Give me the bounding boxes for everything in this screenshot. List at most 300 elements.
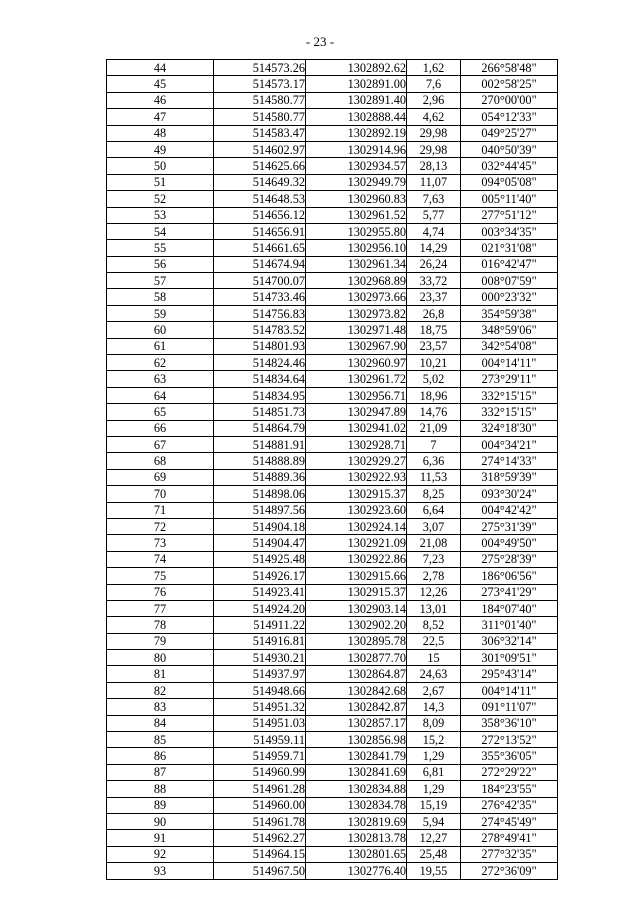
distance-cell: 24,63 [407,666,461,682]
point-number-cell: 58 [107,289,214,305]
point-number-cell: 60 [107,322,214,338]
point-number-cell: 53 [107,207,214,223]
x-coordinate-cell: 514889.36 [214,469,306,485]
table-row [107,715,558,731]
y-coordinate-cell: 1302960.97 [306,355,407,371]
y-coordinate-cell: 1302973.82 [306,305,407,321]
point-number-cell: 49 [107,141,214,157]
bearing-cell: 272°13'52" [461,732,558,748]
distance-cell: 1,29 [407,748,461,764]
distance-cell: 15,2 [407,732,461,748]
y-coordinate-cell: 1302968.89 [306,273,407,289]
x-coordinate-cell: 514881.91 [214,436,306,452]
distance-cell: 4,74 [407,223,461,239]
x-coordinate-cell: 514864.79 [214,420,306,436]
point-number-cell: 81 [107,666,214,682]
x-coordinate-cell: 514926.17 [214,568,306,584]
table-row [107,92,558,108]
table-row [107,420,558,436]
point-number-cell: 84 [107,715,214,731]
bearing-cell: 275°31'39" [461,518,558,534]
point-number-cell: 90 [107,813,214,829]
table-row [107,469,558,485]
y-coordinate-cell: 1302834.88 [306,781,407,797]
x-coordinate-cell: 514733.46 [214,289,306,305]
point-number-cell: 77 [107,600,214,616]
distance-cell: 5,77 [407,207,461,223]
y-coordinate-cell: 1302891.00 [306,76,407,92]
table-row [107,682,558,698]
distance-cell: 1,29 [407,781,461,797]
table-row [107,863,558,879]
x-coordinate-cell: 514923.41 [214,584,306,600]
point-number-cell: 48 [107,125,214,141]
y-coordinate-cell: 1302841.69 [306,764,407,780]
bearing-cell: 274°14'33" [461,453,558,469]
table-row [107,797,558,813]
bearing-cell: 301°09'51" [461,650,558,666]
bearing-cell: 311°01'40" [461,617,558,633]
distance-cell: 4,62 [407,109,461,125]
point-number-cell: 59 [107,305,214,321]
x-coordinate-cell: 514756.83 [214,305,306,321]
y-coordinate-cell: 1302914.96 [306,141,407,157]
bearing-cell: 184°23'55" [461,781,558,797]
point-number-cell: 73 [107,535,214,551]
bearing-cell: 002°58'25" [461,76,558,92]
table-row [107,355,558,371]
point-number-cell: 85 [107,732,214,748]
x-coordinate-cell: 514960.99 [214,764,306,780]
table-row [107,158,558,174]
table-row [107,404,558,420]
x-coordinate-cell: 514961.78 [214,813,306,829]
point-number-cell: 74 [107,551,214,567]
distance-cell: 15,19 [407,797,461,813]
y-coordinate-cell: 1302956.71 [306,387,407,403]
bearing-cell: 295°43'14" [461,666,558,682]
point-number-cell: 87 [107,764,214,780]
bearing-cell: 004°34'21" [461,436,558,452]
point-number-cell: 82 [107,682,214,698]
distance-cell: 13,01 [407,600,461,616]
table-row [107,60,558,76]
y-coordinate-cell: 1302961.52 [306,207,407,223]
table-row [107,436,558,452]
bearing-cell: 054°12'33" [461,109,558,125]
y-coordinate-cell: 1302949.79 [306,174,407,190]
point-number-cell: 46 [107,92,214,108]
table-row [107,732,558,748]
x-coordinate-cell: 514924.20 [214,600,306,616]
bearing-cell: 318°59'39" [461,469,558,485]
x-coordinate-cell: 514916.81 [214,633,306,649]
table-row [107,666,558,682]
x-coordinate-cell: 514834.95 [214,387,306,403]
point-number-cell: 56 [107,256,214,272]
table-row [107,305,558,321]
table-row [107,76,558,92]
y-coordinate-cell: 1302967.90 [306,338,407,354]
x-coordinate-cell: 514951.32 [214,699,306,715]
point-number-cell: 78 [107,617,214,633]
y-coordinate-cell: 1302902.20 [306,617,407,633]
bearing-cell: 021°31'08" [461,240,558,256]
table-row [107,502,558,518]
y-coordinate-cell: 1302922.93 [306,469,407,485]
distance-cell: 12,26 [407,584,461,600]
distance-cell: 6,81 [407,764,461,780]
point-number-cell: 52 [107,191,214,207]
table-row [107,223,558,239]
distance-cell: 2,67 [407,682,461,698]
x-coordinate-cell: 514961.28 [214,781,306,797]
y-coordinate-cell: 1302922.86 [306,551,407,567]
distance-cell: 28,13 [407,158,461,174]
bearing-cell: 266°58'48" [461,60,558,76]
bearing-cell: 332°15'15" [461,387,558,403]
table-row [107,109,558,125]
bearing-cell: 004°42'42" [461,502,558,518]
bearing-cell: 004°14'11" [461,355,558,371]
table-row [107,633,558,649]
page-number: - 23 - [305,34,335,49]
y-coordinate-cell: 1302960.83 [306,191,407,207]
point-number-cell: 83 [107,699,214,715]
table-row [107,617,558,633]
distance-cell: 5,94 [407,813,461,829]
distance-cell: 2,96 [407,92,461,108]
bearing-cell: 093°30'24" [461,486,558,502]
bearing-cell: 324°18'30" [461,420,558,436]
distance-cell: 21,08 [407,535,461,551]
point-number-cell: 63 [107,371,214,387]
x-coordinate-cell: 514959.11 [214,732,306,748]
table-row [107,486,558,502]
point-number-cell: 71 [107,502,214,518]
table-row [107,141,558,157]
x-coordinate-cell: 514602.97 [214,141,306,157]
distance-cell: 14,76 [407,404,461,420]
bearing-cell: 094°05'08" [461,174,558,190]
table-row [107,600,558,616]
table-row [107,568,558,584]
table-row [107,781,558,797]
table-row [107,387,558,403]
table-row [107,240,558,256]
distance-cell: 1,62 [407,60,461,76]
table-row [107,289,558,305]
table-row [107,699,558,715]
y-coordinate-cell: 1302842.87 [306,699,407,715]
bearing-cell: 355°36'05" [461,748,558,764]
y-coordinate-cell: 1302864.87 [306,666,407,682]
bearing-cell: 008°07'59" [461,273,558,289]
x-coordinate-cell: 514925.48 [214,551,306,567]
point-number-cell: 44 [107,60,214,76]
bearing-cell: 332°15'15" [461,404,558,420]
bearing-cell: 306°32'14" [461,633,558,649]
bearing-cell: 272°29'22" [461,764,558,780]
distance-cell: 12,27 [407,830,461,846]
distance-cell: 29,98 [407,125,461,141]
y-coordinate-cell: 1302801.65 [306,846,407,862]
x-coordinate-cell: 514661.65 [214,240,306,256]
y-coordinate-cell: 1302947.89 [306,404,407,420]
y-coordinate-cell: 1302819.69 [306,813,407,829]
distance-cell: 15 [407,650,461,666]
y-coordinate-cell: 1302895.78 [306,633,407,649]
point-number-cell: 72 [107,518,214,534]
y-coordinate-cell: 1302915.37 [306,486,407,502]
table-row [107,191,558,207]
table-row [107,518,558,534]
x-coordinate-cell: 514904.47 [214,535,306,551]
point-number-cell: 86 [107,748,214,764]
table-row [107,338,558,354]
y-coordinate-cell: 1302921.09 [306,535,407,551]
y-coordinate-cell: 1302934.57 [306,158,407,174]
bearing-cell: 186°06'56" [461,568,558,584]
x-coordinate-cell: 514911.22 [214,617,306,633]
x-coordinate-cell: 514834.64 [214,371,306,387]
point-number-cell: 92 [107,846,214,862]
x-coordinate-cell: 514674.94 [214,256,306,272]
point-number-cell: 67 [107,436,214,452]
y-coordinate-cell: 1302961.34 [306,256,407,272]
point-number-cell: 54 [107,223,214,239]
distance-cell: 23,57 [407,338,461,354]
point-number-cell: 79 [107,633,214,649]
x-coordinate-cell: 514625.66 [214,158,306,174]
point-number-cell: 75 [107,568,214,584]
y-coordinate-cell: 1302973.66 [306,289,407,305]
point-number-cell: 50 [107,158,214,174]
bearing-cell: 091°11'07" [461,699,558,715]
x-coordinate-cell: 514888.89 [214,453,306,469]
point-number-cell: 51 [107,174,214,190]
y-coordinate-cell: 1302877.70 [306,650,407,666]
point-number-cell: 70 [107,486,214,502]
distance-cell: 2,78 [407,568,461,584]
table-row [107,846,558,862]
distance-cell: 6,64 [407,502,461,518]
distance-cell: 7,23 [407,551,461,567]
distance-cell: 14,29 [407,240,461,256]
point-number-cell: 89 [107,797,214,813]
point-number-cell: 65 [107,404,214,420]
table-row [107,584,558,600]
x-coordinate-cell: 514898.06 [214,486,306,502]
y-coordinate-cell: 1302776.40 [306,863,407,879]
point-number-cell: 91 [107,830,214,846]
point-number-cell: 88 [107,781,214,797]
distance-cell: 14,3 [407,699,461,715]
bearing-cell: 358°36'10" [461,715,558,731]
point-number-cell: 68 [107,453,214,469]
bearing-cell: 272°36'09" [461,863,558,879]
y-coordinate-cell: 1302892.19 [306,125,407,141]
x-coordinate-cell: 514656.91 [214,223,306,239]
point-number-cell: 61 [107,338,214,354]
y-coordinate-cell: 1302834.78 [306,797,407,813]
point-number-cell: 76 [107,584,214,600]
y-coordinate-cell: 1302961.72 [306,371,407,387]
y-coordinate-cell: 1302903.14 [306,600,407,616]
distance-cell: 29,98 [407,141,461,157]
distance-cell: 7,6 [407,76,461,92]
distance-cell: 8,09 [407,715,461,731]
table-row [107,371,558,387]
y-coordinate-cell: 1302971.48 [306,322,407,338]
distance-cell: 3,07 [407,518,461,534]
x-coordinate-cell: 514649.32 [214,174,306,190]
point-number-cell: 66 [107,420,214,436]
bearing-cell: 270°00'00" [461,92,558,108]
table-row [107,273,558,289]
point-number-cell: 80 [107,650,214,666]
distance-cell: 8,52 [407,617,461,633]
distance-cell: 26,8 [407,305,461,321]
x-coordinate-cell: 514656.12 [214,207,306,223]
coordinates-table-body [107,60,558,880]
table-row [107,453,558,469]
table-row [107,551,558,567]
y-coordinate-cell: 1302888.44 [306,109,407,125]
y-coordinate-cell: 1302928.71 [306,436,407,452]
distance-cell: 7,63 [407,191,461,207]
table-row [107,256,558,272]
x-coordinate-cell: 514904.18 [214,518,306,534]
y-coordinate-cell: 1302813.78 [306,830,407,846]
point-number-cell: 57 [107,273,214,289]
bearing-cell: 004°14'11" [461,682,558,698]
bearing-cell: 003°34'35" [461,223,558,239]
distance-cell: 33,72 [407,273,461,289]
point-number-cell: 47 [107,109,214,125]
bearing-cell: 277°51'12" [461,207,558,223]
distance-cell: 8,25 [407,486,461,502]
x-coordinate-cell: 514959.71 [214,748,306,764]
distance-cell: 18,96 [407,387,461,403]
coordinates-table [106,59,558,880]
table-row [107,748,558,764]
x-coordinate-cell: 514573.17 [214,76,306,92]
x-coordinate-cell: 514580.77 [214,109,306,125]
bearing-cell: 348°59'06" [461,322,558,338]
table-row [107,830,558,846]
table-row [107,764,558,780]
x-coordinate-cell: 514580.77 [214,92,306,108]
y-coordinate-cell: 1302924.14 [306,518,407,534]
x-coordinate-cell: 514573.26 [214,60,306,76]
distance-cell: 25,48 [407,846,461,862]
y-coordinate-cell: 1302915.37 [306,584,407,600]
distance-cell: 22,5 [407,633,461,649]
bearing-cell: 276°42'35" [461,797,558,813]
bearing-cell: 274°45'49" [461,813,558,829]
distance-cell: 7 [407,436,461,452]
x-coordinate-cell: 514960.00 [214,797,306,813]
distance-cell: 5,02 [407,371,461,387]
x-coordinate-cell: 514851.73 [214,404,306,420]
x-coordinate-cell: 514700.07 [214,273,306,289]
y-coordinate-cell: 1302891.40 [306,92,407,108]
x-coordinate-cell: 514648.53 [214,191,306,207]
bearing-cell: 016°42'47" [461,256,558,272]
x-coordinate-cell: 514824.46 [214,355,306,371]
distance-cell: 26,24 [407,256,461,272]
y-coordinate-cell: 1302956.10 [306,240,407,256]
bearing-cell: 342°54'08" [461,338,558,354]
table-row [107,322,558,338]
y-coordinate-cell: 1302892.62 [306,60,407,76]
x-coordinate-cell: 514897.56 [214,502,306,518]
x-coordinate-cell: 514801.93 [214,338,306,354]
y-coordinate-cell: 1302923.60 [306,502,407,518]
bearing-cell: 004°49'50" [461,535,558,551]
bearing-cell: 049°25'27" [461,125,558,141]
x-coordinate-cell: 514583.47 [214,125,306,141]
x-coordinate-cell: 514964.15 [214,846,306,862]
bearing-cell: 184°07'40" [461,600,558,616]
distance-cell: 19,55 [407,863,461,879]
point-number-cell: 55 [107,240,214,256]
distance-cell: 18,75 [407,322,461,338]
bearing-cell: 275°28'39" [461,551,558,567]
distance-cell: 10,21 [407,355,461,371]
table-row [107,650,558,666]
table-row [107,125,558,141]
bearing-cell: 354°59'38" [461,305,558,321]
x-coordinate-cell: 514962.27 [214,830,306,846]
distance-cell: 6,36 [407,453,461,469]
x-coordinate-cell: 514937.97 [214,666,306,682]
table-row [107,535,558,551]
distance-cell: 21,09 [407,420,461,436]
x-coordinate-cell: 514783.52 [214,322,306,338]
x-coordinate-cell: 514930.21 [214,650,306,666]
x-coordinate-cell: 514967.50 [214,863,306,879]
y-coordinate-cell: 1302842.68 [306,682,407,698]
distance-cell: 23,37 [407,289,461,305]
bearing-cell: 000°23'32" [461,289,558,305]
y-coordinate-cell: 1302941.02 [306,420,407,436]
bearing-cell: 032°44'45" [461,158,558,174]
table-row [107,813,558,829]
x-coordinate-cell: 514948.66 [214,682,306,698]
y-coordinate-cell: 1302856.98 [306,732,407,748]
point-number-cell: 69 [107,469,214,485]
point-number-cell: 93 [107,863,214,879]
bearing-cell: 278°49'41" [461,830,558,846]
y-coordinate-cell: 1302841.79 [306,748,407,764]
y-coordinate-cell: 1302915.66 [306,568,407,584]
bearing-cell: 005°11'40" [461,191,558,207]
bearing-cell: 277°32'35" [461,846,558,862]
distance-cell: 11,53 [407,469,461,485]
table-row [107,207,558,223]
bearing-cell: 273°29'11" [461,371,558,387]
y-coordinate-cell: 1302857.17 [306,715,407,731]
bearing-cell: 040°50'39" [461,141,558,157]
distance-cell: 11,07 [407,174,461,190]
point-number-cell: 62 [107,355,214,371]
bearing-cell: 273°41'29" [461,584,558,600]
point-number-cell: 64 [107,387,214,403]
x-coordinate-cell: 514951.03 [214,715,306,731]
y-coordinate-cell: 1302955.80 [306,223,407,239]
